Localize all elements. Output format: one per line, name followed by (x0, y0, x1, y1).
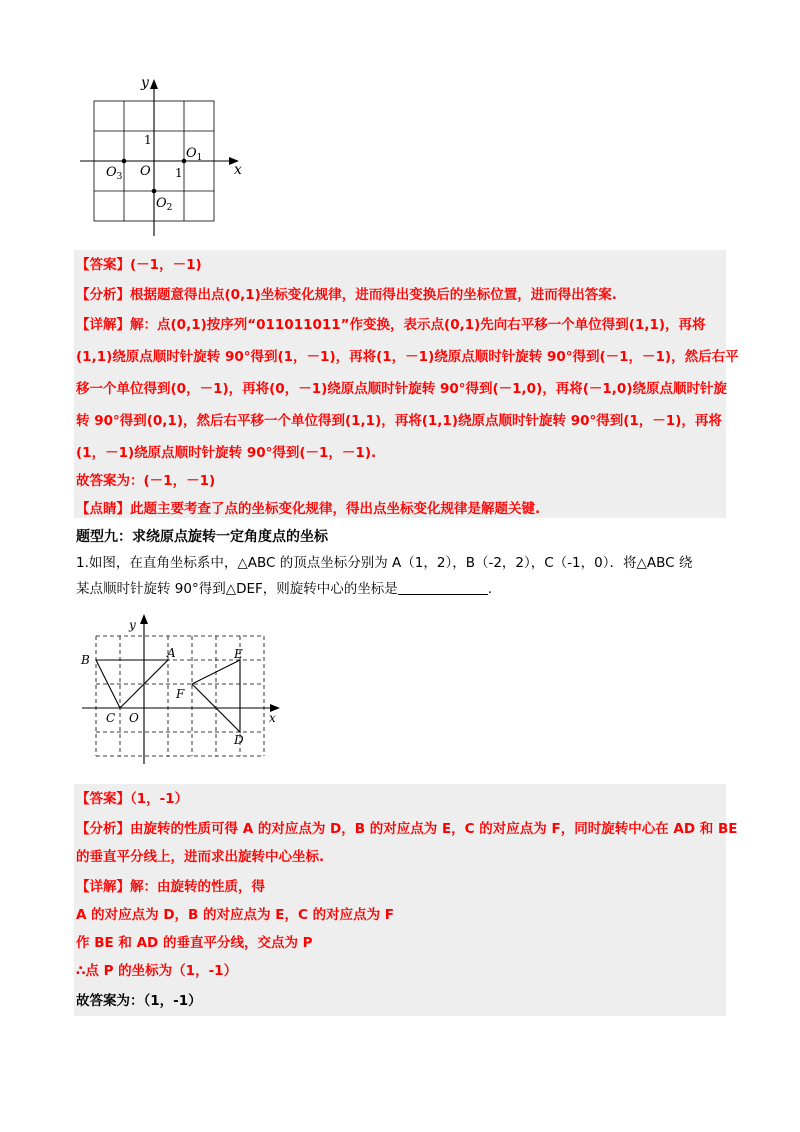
detail-1-line-4: 转 90°得到(0,1)，然后右平移一个单位得到(1,1)，再将(1,1)绕原点顺时针旋转 90°得到(1，－1)，再将 (76, 413, 722, 429)
analysis-1: 【分析】根据题意得出点(0,1)坐标变化规律，进而得出变换后的坐标位置，进而得出答案. (76, 287, 617, 303)
label-d: D (234, 733, 244, 747)
x-axis-label: x (269, 711, 276, 725)
final-answer-2: 故答案为：（1，-1） (76, 993, 202, 1009)
figure-2-rotation-diagram (76, 612, 290, 767)
detail-2-line-3: 作 BE 和 AD 的垂直平分线，交点为 P (76, 935, 313, 951)
label-c: C (106, 711, 116, 725)
detail-1-line-1: 【详解】解：点(0,1)按序列“011011011”作变换，表示点(0,1)先向右平移一个单位得到(1,1)，再将 (76, 317, 706, 333)
question-1-line-2: 某点顺时针旋转 90°得到△DEF，则旋转中心的坐标是 . (76, 581, 493, 597)
answer-2: 【答案】（1，-1） (76, 791, 189, 807)
question-1-line-1: 1.如图，在直角坐标系中，△ABC 的顶点坐标分别为 A（1，2），B（-2，2），C（-1，0）．将△ABC 绕 (76, 555, 693, 571)
detail-1-line-3: 移一个单位得到(0，－1)，再将(0，－1)绕原点顺时针旋转 90°得到(－1,0)，再将(－1,0)绕原点顺时针旋 (76, 381, 727, 397)
detail-2-line-4: ∴点 P 的坐标为（1，-1） (76, 963, 238, 979)
detail-2-line-2: A 的对应点为 D，B 的对应点为 E，C 的对应点为 F (76, 907, 394, 923)
detail-1-line-2: (1,1)绕原点顺时针旋转 90°得到(1，－1)，再将(1，－1)绕原点顺时针旋转 90°得到(－1，－1)，然后右平 (76, 349, 739, 365)
label-o: O (129, 711, 139, 725)
tick-label-x1: 1 (175, 166, 183, 180)
final-answer-1: 故答案为：(－1，－1) (76, 473, 216, 489)
y-axis-arrow-icon (140, 614, 148, 624)
section-title: 题型九：求绕原点旋转一定角度点的坐标 (76, 529, 328, 545)
label-a: A (167, 646, 176, 660)
point-o3 (122, 159, 127, 164)
point-o2 (152, 189, 157, 194)
label-o2: $O_2$ (156, 196, 173, 213)
y-axis-arrow-icon (150, 79, 158, 89)
label-f: F (176, 687, 185, 701)
label-o1: $O_1$ (186, 146, 203, 163)
detail-1-line-5: (1，－1)绕原点顺时针旋转 90°得到(－1，－1). (76, 445, 377, 461)
analysis-2-line-1: 【分析】由旋转的性质可得 A 的对应点为 D，B 的对应点为 E，C 的对应点为 F，同时旋转中心在 AD 和 BE (76, 821, 738, 837)
answer-blank[interactable] (398, 580, 488, 595)
y-axis-label: y (129, 618, 136, 632)
label-b: B (81, 653, 90, 667)
origin-label: O (140, 164, 151, 179)
label-e: E (234, 647, 243, 661)
label-o3: $O_3$ (106, 165, 123, 182)
y-axis-label: y (141, 75, 149, 91)
answer-1: 【答案】(－1，－1) (76, 257, 202, 273)
comment-1: 【点睛】此题主要考查了点的坐标变化规律，得出点坐标变化规律是解题关键. (76, 501, 541, 517)
x-axis-label: x (234, 162, 242, 178)
detail-2-line-1: 【详解】解：由旋转的性质，得 (76, 879, 265, 895)
figure-1-coordinate-grid (74, 70, 254, 240)
tick-label-y1: 1 (144, 133, 152, 147)
question-1-text: 某点顺时针旋转 90°得到△DEF，则旋转中心的坐标是 (76, 581, 398, 597)
analysis-2-line-2: 的垂直平分线上，进而求出旋转中心坐标. (76, 849, 325, 865)
